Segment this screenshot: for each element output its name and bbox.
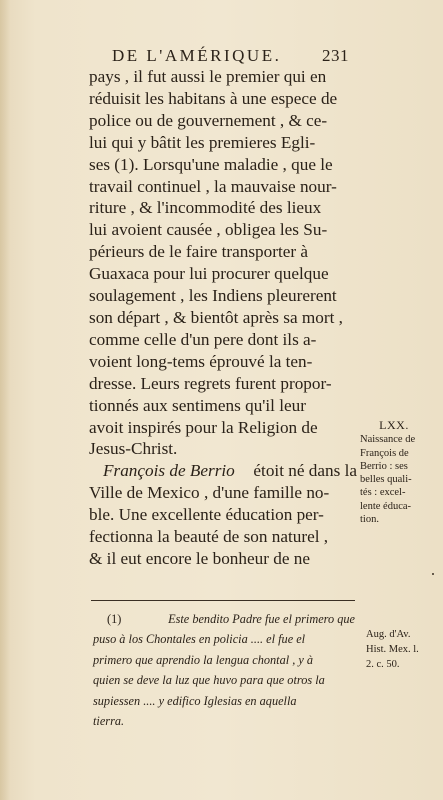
marginal-note-line: tion.: [360, 514, 379, 526]
text-line: comme celle d'un pere dont ils a-: [89, 329, 317, 349]
running-title: DE L'AMÉRIQUE.: [112, 46, 282, 65]
page-number: 231: [322, 46, 349, 65]
text-line: pays , il fut aussi le premier qui en: [89, 67, 327, 86]
reference-line: Hist. Mex. l.: [366, 643, 419, 655]
footnote-line: tierra.: [93, 714, 125, 729]
footnote-fragment: Este bendito Padre fue el primero que: [168, 612, 355, 626]
footnote: [93, 609, 355, 731]
marginal-note-line: Naissance de: [360, 434, 416, 446]
person-name: François de Berrio: [103, 461, 235, 481]
text-line: tionnés aux sentimens qu'il leur: [89, 395, 306, 415]
footnote-line: supiessen .... y edifico Iglesias en aquella: [93, 693, 297, 708]
text-line: police ou de gouvernement , & ce-: [89, 110, 328, 130]
footnote-line: puso à los Chontales en policia .... el fue el: [93, 632, 306, 647]
footnote-line: primero que aprendio la lengua chontal , y à: [93, 652, 314, 667]
main-text: [89, 66, 357, 570]
marginal-note-line: belles quali-: [360, 474, 412, 486]
text-fragment: étoit né dans la: [253, 461, 357, 481]
text-line: Ville de Mexico , d'une famille no-: [89, 483, 330, 503]
text-line: lui avoient causée , obligea les Su-: [89, 220, 328, 240]
reference-line: 2. c. 50.: [366, 658, 400, 670]
page-gutter-shadow: [0, 0, 10, 800]
marginal-note-line: lente éduca-: [360, 500, 412, 512]
marginal-note: [360, 419, 428, 526]
text-line: riture , & l'incommodité des lieux: [89, 198, 322, 218]
marginal-note-line: François de: [360, 447, 409, 459]
text-line: avoit inspirés pour la Religion de: [89, 417, 318, 437]
paragraph-start-line: [89, 460, 357, 482]
text-line: dresse. Leurs regrets furent propor-: [89, 373, 332, 393]
text-line: son départ , & bientôt après sa mort ,: [89, 307, 343, 327]
text-line: Guaxaca pour lui procurer quelque: [89, 264, 329, 284]
text-line: périeurs de le faire transporter à: [89, 242, 309, 262]
text-line: Jesus-Christ.: [89, 439, 178, 459]
reference-line: Aug. d'Av.: [366, 629, 411, 640]
footnote-rule: [91, 600, 355, 601]
marginal-note-line: tés : excel-: [360, 487, 406, 499]
footnote-mark: (1): [107, 612, 122, 626]
text-line: réduisit les habitans à une espece de: [89, 88, 338, 108]
text-line: soulagement , les Indiens pleurerent: [89, 286, 337, 306]
text-line: travail continuel , la mauvaise nour-: [89, 176, 337, 196]
text-line: ble. Une excellente éducation per-: [89, 505, 324, 525]
footnote-line: quien se deve la luz que huvo para que otros la: [93, 673, 325, 688]
text-line: ses (1). Lorsqu'une maladie , que le: [89, 154, 333, 174]
text-line: voient long-tems éprouvé la ten-: [89, 351, 313, 371]
ink-speck: [432, 573, 434, 575]
footnote-first-line: [93, 609, 355, 629]
running-header: [112, 46, 349, 66]
text-line: fectionna la beauté de son naturel ,: [89, 527, 329, 547]
marginal-note-number: LXX.: [379, 418, 409, 432]
text-line: & il eut encore le bonheur de ne: [89, 548, 310, 568]
text-line: lui qui y bâtit les premieres Egli-: [89, 132, 316, 152]
footnote-source-reference: [366, 628, 434, 672]
marginal-note-line: Berrio : ses: [360, 460, 408, 472]
